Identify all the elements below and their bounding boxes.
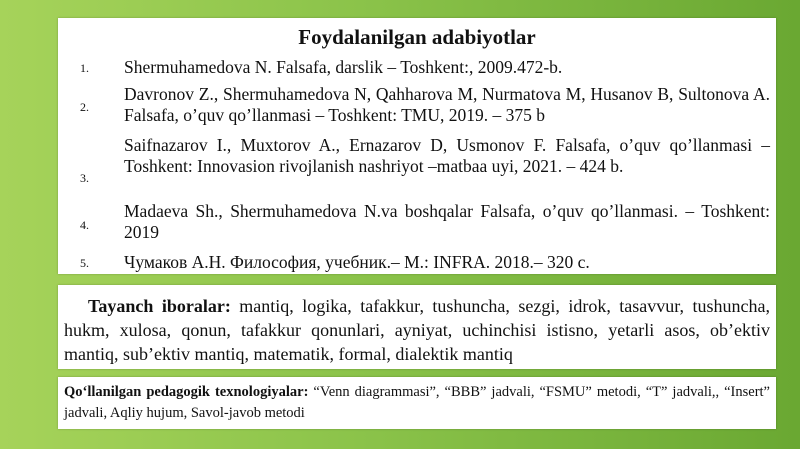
references-panel — [58, 18, 776, 274]
technologies-heading: Qo‘llanilgan pedagogik texnologiyalar: — [64, 384, 309, 400]
reference-number: 2. — [80, 100, 89, 114]
keywords-panel — [58, 285, 776, 369]
technologies-paragraph — [64, 382, 770, 424]
keywords-list: mantiq, logika, tafakkur, tushuncha, sezgi, idrok, tasavvur, tushuncha, hukm, xulosa, qonun, tafakkur qonunlari, ayniyat, uchinchisi istisno, yetarli asos, ob’ektiv mantiq, sub’ektiv mantiq, matematik, formal, dialektik mantiq — [64, 296, 771, 364]
reference-number: 4. — [80, 218, 89, 232]
technologies-panel — [58, 377, 776, 429]
reference-number: 5. — [80, 256, 89, 270]
reference-text: Saifnazarov I., Muxtorov A., Ernazarov D, Usmonov F. Falsafa, o’quv qo’llanmasi – Toshkent: Innovasion rivojlanish nashriyot –matbaa uyi, 2021. – 424 b. — [124, 135, 770, 176]
technologies-list: “Venn diagrammasi”, “BBB” jadvali, “FSMU” metodi, “T” jadvali,, “Insert” jadvali, Aqliy hujum, Savol-javob metodi — [64, 384, 770, 421]
keywords-paragraph — [64, 294, 770, 366]
reference-text: Madaeva Sh., Shermuhamedova N.va boshqalar Falsafa, o’quv qo’llanmasi. – Toshkent: 2019 — [124, 201, 770, 242]
reference-text: Shermuhamedova N. Falsafa, darslik – Toshkent:, 2009.472-b. — [124, 57, 563, 77]
references-title: Foydalanilgan adabiyotlar — [298, 25, 536, 49]
reference-text: Чумаков А.Н. Философия, учебник.– М.: INFRA. 2018.– 320 с. — [124, 252, 590, 272]
reference-number: 1. — [80, 61, 89, 75]
reference-number: 3. — [80, 171, 89, 185]
keywords-heading: Tayanch iboralar: — [88, 296, 231, 316]
reference-text: Davronov Z., Shermuhamedova N, Qahharova M, Nurmatova M, Husanov B, Sultonova A. Falsafa, o’quv qo’llanmasi – Toshkent: TMU, 2019. – 375 b — [124, 84, 770, 125]
